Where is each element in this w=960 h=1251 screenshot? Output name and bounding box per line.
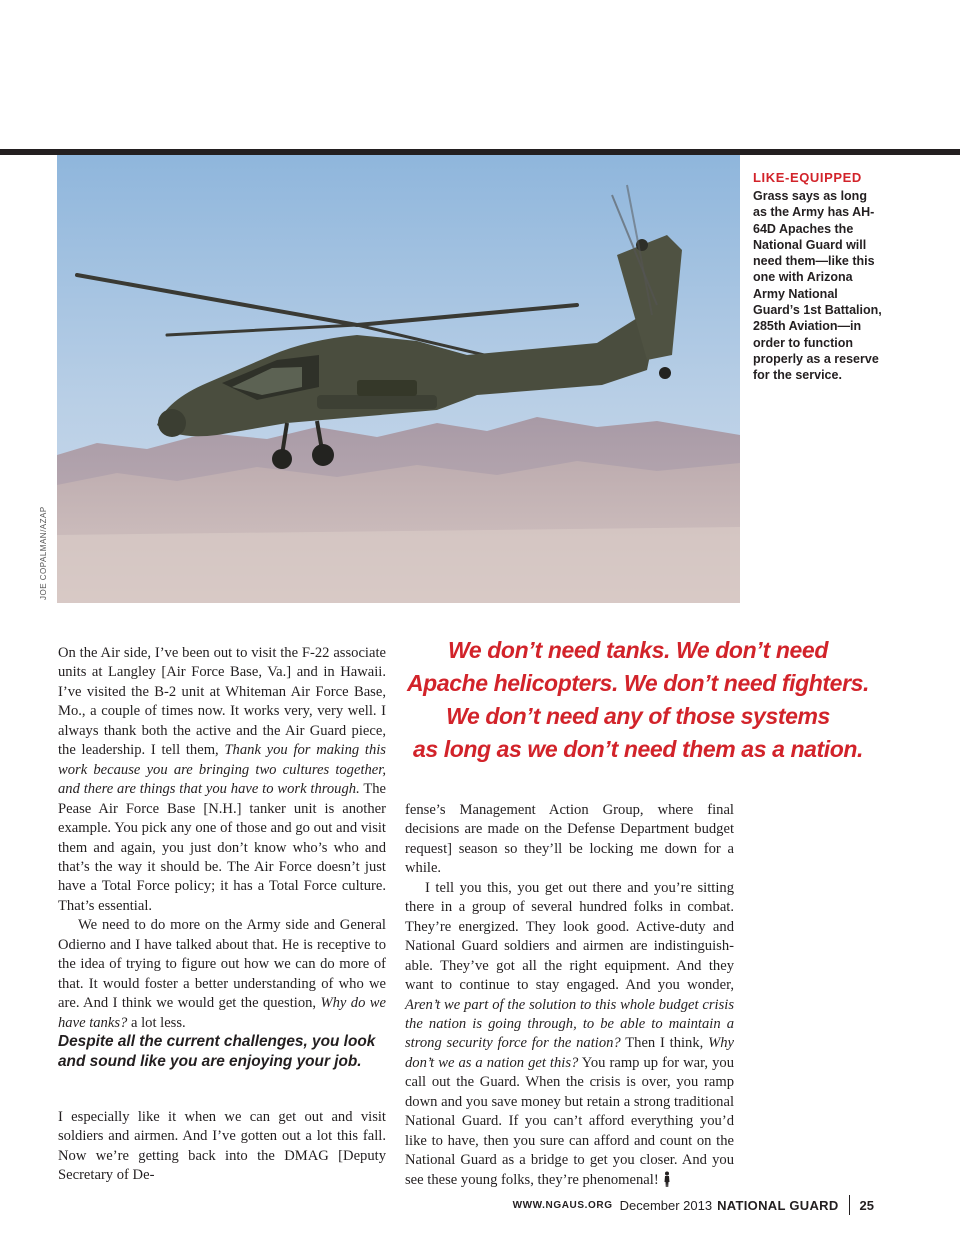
- text-run: a lot less.: [127, 1014, 186, 1031]
- left-paragraph-2: [58, 916, 386, 1033]
- photo-caption: [753, 170, 883, 384]
- pull-quote-line: Apache helicopters. We don’t need fighters.: [406, 670, 870, 696]
- caption-body: Grass says as long as the Army has AH-64D Apaches the National Guard will need them—like this one with Arizona Army National Guard’s 1st Battalion, 285th Aviation—in order to function properly as a reserve for the service.: [753, 189, 882, 383]
- text-run: On the Air side, I’ve been out to visit the F-22 associate units at Langley [Air Force Base, Va.] and in Hawaii. I’ve visited the B-2 unit at Whiteman Air Force Base, Mo., a couple of times now. It works very, very well. I always thank both the active and the Air Guard piece, the leadership. I tell them,: [58, 645, 386, 759]
- left-column-bottom: [58, 1108, 386, 1186]
- right-column: [405, 801, 734, 1190]
- footer-magazine-name: NATIONAL GUARD: [717, 1197, 839, 1213]
- page-footer: [513, 1195, 874, 1215]
- footer-issue-date: December 2013: [619, 1197, 713, 1213]
- right-paragraph-2: [405, 879, 734, 1190]
- pull-quote-line: We don’t need tanks. We don’t need: [448, 637, 828, 663]
- helicopter-illustration: [57, 155, 740, 603]
- pull-quote: [398, 634, 878, 766]
- photo-credit: JOE COPALMAN/AZAP: [39, 506, 48, 600]
- italic-text-run: Why do we have tanks?: [58, 995, 386, 1031]
- text-run: You ramp up for war, you call out the Guard. When the crisis is over, you ramp down and you save money but retain a strong traditional National Guard. If you can’t afford everything you’d like to have, then you sure can afford and count on the National Guard as a bridge to get you closer. And you see these young folks, they’re phenomenal!: [405, 1054, 734, 1188]
- left-column: [58, 644, 386, 1033]
- text-run: Then I think,: [620, 1035, 709, 1052]
- interview-question: Despite all the current challenges, you look and sound like you are enjoying your job.: [58, 1033, 376, 1070]
- text-run: We need to do more on the Army side and General Odierno and I have talked about that. He is receptive to the idea of trying to figure out how we can do more of that. It would foster a better understanding of who we are. And I think we would get the question,: [58, 917, 386, 1012]
- pull-quote-line: We don’t need any of those systems: [446, 703, 830, 729]
- caption-heading: LIKE-EQUIPPED: [753, 170, 862, 185]
- right-paragraph-1: fense’s Management Action Group, where final decisions are made on the Defense Department budget request] season so they’ll be locking me down for a while.: [405, 802, 734, 877]
- pull-quote-line: as long as we don’t need them as a nation.: [412, 736, 864, 762]
- soldier-end-mark-icon: [663, 1171, 671, 1187]
- left-paragraph-3: I especially like it when we can get out and visit soldiers and airmen. And I’ve gotten out a lot this fall. Now we’re getting back into the DMAG [Deputy Secretary of De-: [58, 1109, 386, 1184]
- apache-helicopter-photo: [57, 155, 740, 603]
- text-run: I tell you this, you get out there and you’re sitting there in a group of several hundred folks in combat. They’re energized. They look good. Active-duty and National Guard soldiers and airmen are indistinguishable. They’ve got all the right equipment. And they want to continue to stay engaged. And you wonder,: [405, 879, 734, 994]
- italic-text-run: Thank you for making this work because you are bringing two cultures together, and there are things that you have to work through.: [58, 742, 386, 798]
- italic-text-run: Why don’t we as a nation get this?: [405, 1035, 734, 1071]
- footer-website: WWW.NGAUS.ORG: [512, 1199, 613, 1211]
- footer-divider: [849, 1195, 850, 1215]
- left-paragraph-1: [58, 644, 386, 916]
- page-number: 25: [859, 1197, 874, 1213]
- text-run: The Pease Air Force Base [N.H.] tanker unit is another example. You pick any one of those and go out and visit them and again, you just don’t know who’s who and that’s the way it should be. The Air Force doesn’t just have a Total Force policy; it has a Total Force culture. That’s essential.: [58, 781, 387, 914]
- italic-text-run: Aren’t we part of the solution to this whole budget crisis the nation is going through, to be able to maintain a strong security force for the nation?: [405, 996, 734, 1052]
